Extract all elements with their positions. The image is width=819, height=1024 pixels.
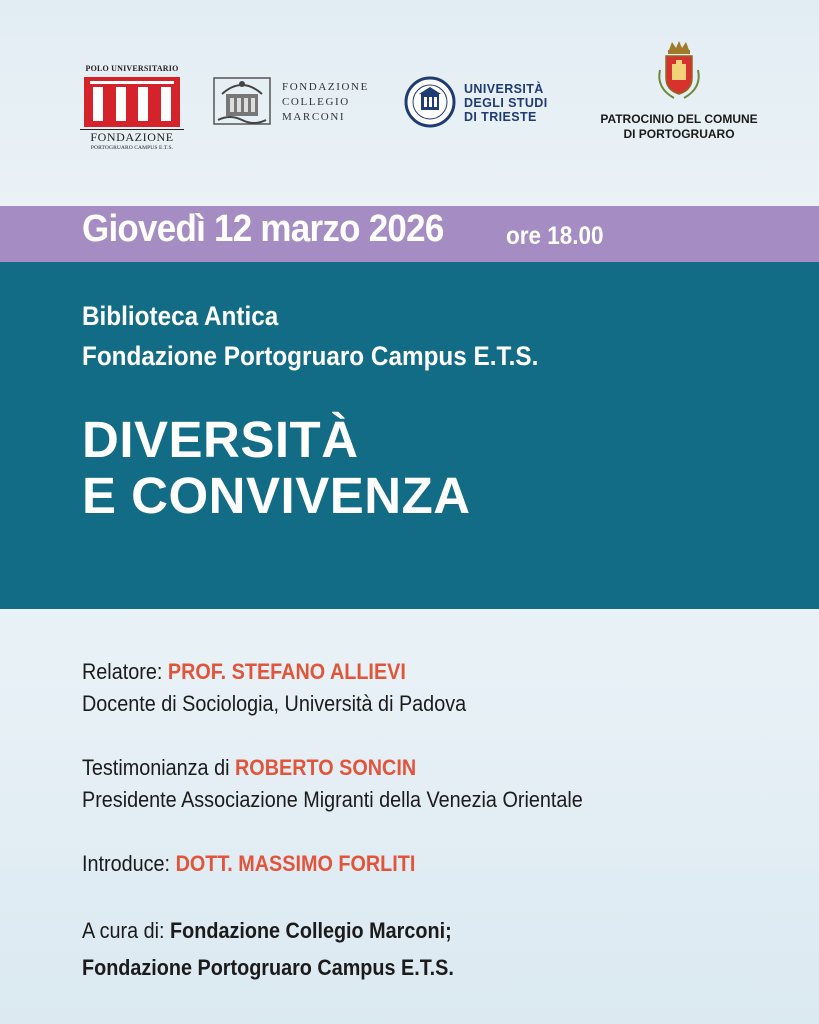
event-info-panel <box>0 262 819 609</box>
organizers-line2: Fondazione Portogruaro Campus E.T.S. <box>82 955 454 980</box>
event-title-line1: DIVERSITÀ <box>82 411 359 468</box>
marconi-emblem-icon <box>212 70 272 130</box>
event-date-line <box>82 208 604 251</box>
marconi-line1: FONDAZIONE <box>282 81 369 93</box>
campus-columns-icon <box>84 77 180 127</box>
trieste-logo <box>404 76 564 130</box>
event-time: ore 18.00 <box>506 222 604 250</box>
partner-logos <box>0 0 819 205</box>
trieste-line3: DI TRIESTE <box>464 110 537 124</box>
organizers-label: A cura di: <box>82 918 165 943</box>
venue-line2: Fondazione Portogruaro Campus E.T.S. <box>82 341 539 371</box>
event-date: Giovedì 12 marzo 2026 <box>82 208 444 250</box>
comune-line1: PATROCINIO DEL COMUNE <box>600 112 758 126</box>
marconi-logo <box>212 70 377 130</box>
relatore-role: Docente di Sociologia, Università di Padova <box>82 691 467 716</box>
introduce-label: Introduce: <box>82 851 171 876</box>
relatore-label: Relatore: <box>82 659 163 684</box>
testimonianza-role: Presidente Associazione Migranti della Venezia Orientale <box>82 787 583 812</box>
organizers-block <box>82 912 454 986</box>
campus-logo-subtitle: PORTOGRUARO CAMPUS E.T.S. <box>90 145 174 151</box>
marconi-line3: MARCONI <box>282 111 346 123</box>
venue <box>82 296 538 376</box>
trieste-line2: DEGLI STUDI <box>464 96 548 110</box>
organizers-line1: Fondazione Collegio Marconi; <box>170 918 452 943</box>
relatore-block <box>82 656 466 720</box>
campus-logo-name: FONDAZIONE <box>80 129 184 145</box>
venue-line1: Biblioteca Antica <box>82 301 279 331</box>
campus-logo-top-label: POLO UNIVERSITARIO <box>85 64 179 73</box>
testimonianza-name: ROBERTO SONCIN <box>235 755 417 780</box>
event-title <box>82 412 471 524</box>
comune-logo <box>594 40 764 142</box>
marconi-line2: COLLEGIO <box>282 96 350 108</box>
introduce-name: DOTT. MASSIMO FORLITI <box>175 851 416 876</box>
relatore-name: PROF. STEFANO ALLIEVI <box>167 659 406 684</box>
trieste-seal-icon <box>404 76 456 128</box>
trieste-line1: UNIVERSITÀ <box>464 82 544 96</box>
testimonianza-label: Testimonianza di <box>82 755 230 780</box>
portogruaro-crest-icon <box>654 40 704 110</box>
campus-logo <box>80 64 184 151</box>
testimonianza-block <box>82 752 583 816</box>
introduce-block <box>82 848 415 880</box>
event-title-line2: E CONVIVENZA <box>82 467 471 524</box>
comune-line2: DI PORTOGRUARO <box>623 127 735 141</box>
